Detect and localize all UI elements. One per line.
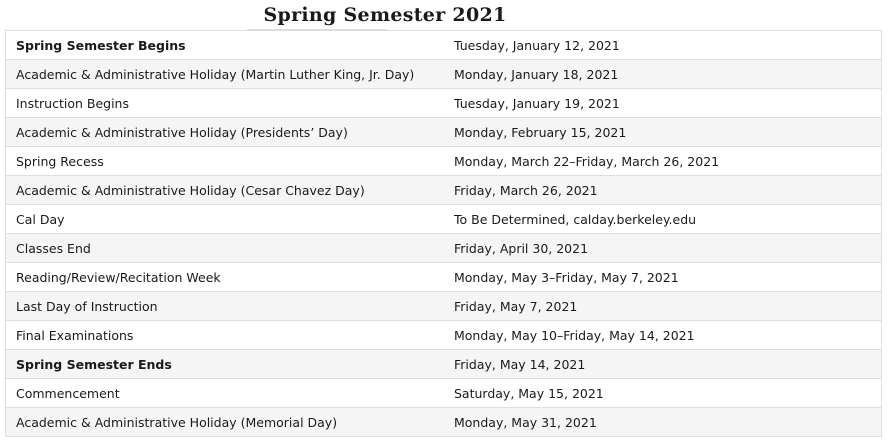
- event-date: Monday, March 22–Friday, March 26, 2021: [454, 153, 720, 169]
- event-name: Academic & Administrative Holiday (Memorial Day): [16, 414, 338, 430]
- event-date: To Be Determined, calday.berkeley.edu: [454, 211, 697, 227]
- table-row: [6, 59, 881, 88]
- page-title: Spring Semester 2021: [263, 4, 507, 26]
- table-row: [6, 31, 881, 59]
- event-date: Friday, May 14, 2021: [454, 356, 586, 372]
- calendar-table: [5, 30, 882, 437]
- table-row: [6, 88, 881, 117]
- table-row: [6, 204, 881, 233]
- event-name: Classes End: [16, 240, 91, 256]
- table-row: [6, 262, 881, 291]
- event-name: Spring Semester Begins: [16, 37, 186, 53]
- event-date: Tuesday, January 19, 2021: [454, 95, 620, 111]
- event-date: Saturday, May 15, 2021: [454, 385, 604, 401]
- event-date: Monday, May 3–Friday, May 7, 2021: [454, 269, 679, 285]
- event-name: Academic & Administrative Holiday (Presidents’ Day): [16, 124, 348, 140]
- event-name: Spring Recess: [16, 153, 104, 169]
- event-date: Monday, May 31, 2021: [454, 414, 597, 430]
- table-row: [6, 291, 881, 320]
- table-row: [6, 407, 881, 436]
- event-name: Academic & Administrative Holiday (Martin Luther King, Jr. Day): [16, 66, 415, 82]
- table-row: [6, 146, 881, 175]
- event-name: Final Examinations: [16, 327, 134, 343]
- table-row: [6, 320, 881, 349]
- event-date: Friday, April 30, 2021: [454, 240, 589, 256]
- event-name: Instruction Begins: [16, 95, 129, 111]
- event-date: Friday, May 7, 2021: [454, 298, 578, 314]
- event-date: Monday, February 15, 2021: [454, 124, 627, 140]
- event-date: Monday, May 10–Friday, May 14, 2021: [454, 327, 695, 343]
- table-row: [6, 117, 881, 146]
- table-row: [6, 378, 881, 407]
- event-name: Cal Day: [16, 211, 65, 227]
- event-name: Commencement: [16, 385, 120, 401]
- event-name: Last Day of Instruction: [16, 298, 158, 314]
- table-row: [6, 349, 881, 378]
- table-row: [6, 175, 881, 204]
- event-date: Monday, January 18, 2021: [454, 66, 619, 82]
- event-date: Tuesday, January 12, 2021: [454, 37, 620, 53]
- event-name: Spring Semester Ends: [16, 356, 172, 372]
- event-name: Academic & Administrative Holiday (Cesar Chavez Day): [16, 182, 365, 198]
- table-row: [6, 233, 881, 262]
- event-date: Friday, March 26, 2021: [454, 182, 598, 198]
- event-name: Reading/Review/Recitation Week: [16, 269, 221, 285]
